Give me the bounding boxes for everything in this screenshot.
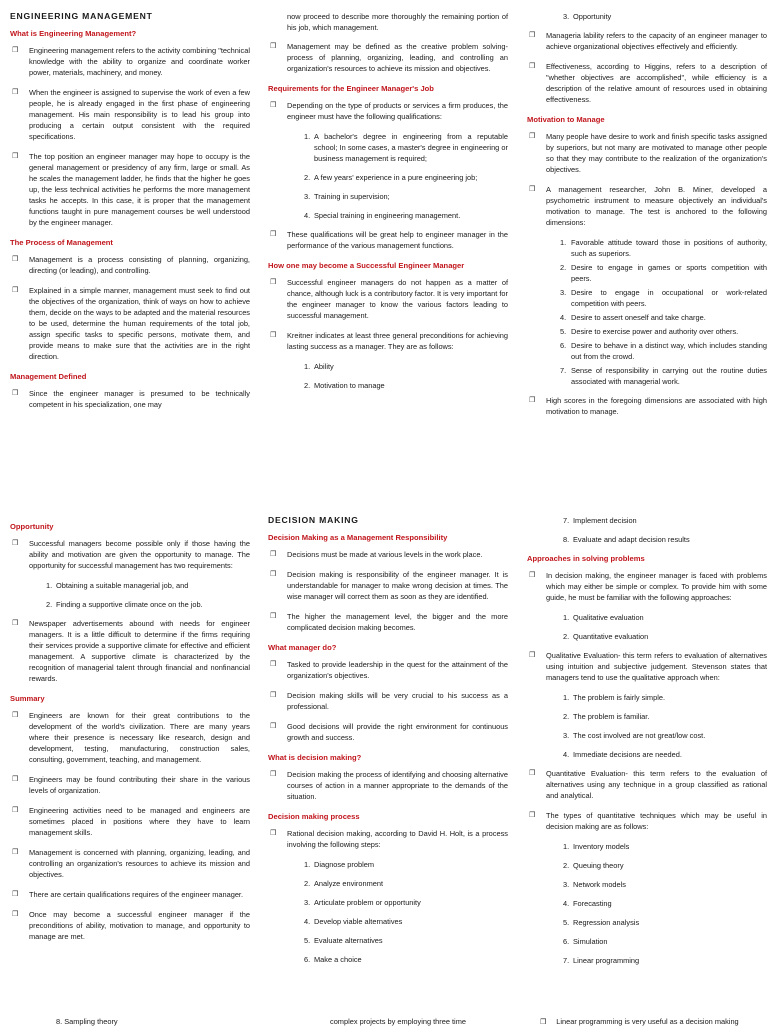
preconditions-list <box>268 361 508 391</box>
bullet-icon: ❒ <box>12 390 19 397</box>
section-heading: Decision making process <box>268 812 360 821</box>
bullet-icon: ❒ <box>270 661 277 668</box>
footer-line-right: ❒ Linear programming is very useful as a decision making <box>540 1017 739 1026</box>
top-column-3 <box>527 11 767 426</box>
list-item: 2. Finding a supportive climate once on the job. <box>46 600 203 609</box>
bullet-paragraph: ❒ Management is concerned with planning, organizing, leading, and controlling an organization's resources to achieve its mission and objectives. <box>12 848 250 879</box>
decision-steps-list-continued <box>527 515 767 545</box>
bullet-icon: ❒ <box>12 849 19 856</box>
paragraph: now proceed to describe more thoroughly the remaining portion of his job, which management. <box>287 12 508 32</box>
bullet-paragraph: ❒ Qualitative Evaluation- this term refers to evaluation of alternatives using intuition and subjective judgement. Stevenson states that managers tend to use the qualitative approach when: <box>529 651 767 682</box>
bullet-icon: ❒ <box>529 397 536 404</box>
section-title: DECISION MAKING <box>268 515 359 525</box>
list-item: 2. Quantitative evaluation <box>563 632 649 641</box>
bullet-paragraph: ❒ Rational decision making, according to David H. Holt, is a process involving the following steps: <box>270 829 508 849</box>
bullet-icon: ❒ <box>12 256 19 263</box>
list-item: 6. Desire to behave in a distinct way, which includes standing out from the crowd. <box>560 341 767 361</box>
bullet-icon: ❒ <box>12 776 19 783</box>
list-item: 7. Implement decision <box>563 516 637 525</box>
bullet-icon: ❒ <box>270 692 277 699</box>
list-item: 2. The problem is familiar. <box>563 712 650 721</box>
footer-line-left: 8. Sampling theory <box>56 1017 118 1026</box>
bullet-icon: ❒ <box>529 32 536 39</box>
bullet-icon: ❒ <box>12 807 19 814</box>
section-heading: What is Engineering Management? <box>10 29 137 38</box>
list-item: 2. Motivation to manage <box>304 381 385 390</box>
section-heading: Requirements for the Engineer Manager's Job <box>268 84 434 93</box>
bullet-paragraph: ❒ These qualifications will be great help to engineer manager in the performance of the various management functions. <box>270 230 508 250</box>
dimensions-list <box>527 237 767 387</box>
list-item: 2. Analyze environment <box>304 879 384 888</box>
list-item: 5. Desire to exercise power and authority over others. <box>560 327 739 336</box>
section-heading: Summary <box>10 694 45 703</box>
bullet-paragraph: ❒ Manageria lability refers to the capacity of an engineer manager to achieve organizational objectives effectively and efficiently. <box>529 31 767 51</box>
bullet-paragraph: ❒ Successful engineer managers do not happen as a matter of chance, although luck is a contributory factor. It is very important for the engineer manager to know the various factors leading to successful management. <box>270 278 509 320</box>
bullet-icon: ❒ <box>12 911 19 918</box>
bullet-paragraph: ❒ Tasked to provide leadership in the quest for the attainment of the organization's objectives. <box>270 660 508 680</box>
page-title: ENGINEERING MANAGEMENT <box>10 11 153 21</box>
bullet-icon: ❒ <box>270 43 277 50</box>
bullet-paragraph: ❒ The top position an engineer manager may hope to occupy is the general management or presidency of any firm, large or small. As he scales the management ladder, he finds that the higher he goes up, the less technical activities he performs the more management tasks he accepts. In this case, it is proper that the management functions taught in pure management courses be well understood by the engineer manager. <box>12 152 250 227</box>
bullet-paragraph: ❒ Depending on the type of products or services a firm produces, the engineer must have the following qualifications: <box>270 101 508 121</box>
list-item: 1. Qualitative evaluation <box>563 613 644 622</box>
qualitative-conditions-list <box>527 692 767 760</box>
list-item: 3. Training in supervision; <box>304 192 390 201</box>
section-heading: Decision Making as a Management Responsibility <box>268 533 448 542</box>
list-item: 1. Diagnose problem <box>304 860 374 869</box>
bullet-paragraph: ❒ Effectiveness, according to Higgins, refers to a description of "whether objectives are accomplished", while efficiency is a description of the relative amount of resources used in obtaining effectiveness. <box>529 62 767 104</box>
list-item: 5. Evaluate alternatives <box>304 936 383 945</box>
bullet-icon: ❒ <box>12 712 19 719</box>
bullet-paragraph: ❒ Management is a process consisting of planning, organizing, directing (or leading), and controlling. <box>12 255 250 275</box>
bullet-icon: ❒ <box>270 723 277 730</box>
bullet-paragraph: ❒ High scores in the foregoing dimensions are associated with high motivation to manage. <box>529 396 767 416</box>
bullet-paragraph: ❒ Explained in a simple manner, management must seek to find out the objectives of the organization, think of ways on how to achieve them, decide on the ways to be adapted and the material resources to be used, determine the human requirements of the total job, assign specific tasks to specific persons, motivate them, and provide means to make sure that the activities are in the right direction. <box>12 286 250 361</box>
bullet-paragraph: ❒ Many people have desire to work and finish specific tasks assigned by superiors, but not many are motivated to manage other people so that they may contribute to the realization of the organization's objectives. <box>529 132 767 174</box>
approaches-list <box>527 612 767 642</box>
list-item: 6. Simulation <box>563 937 608 946</box>
bullet-icon: ❒ <box>270 231 277 238</box>
bullet-paragraph: ❒ Kreitner indicates at least three general preconditions for achieving lasting success as a manager. They are as follows: <box>270 331 508 351</box>
bullet-paragraph: ❒ Decision making the process of identifying and choosing alternative courses of action in a manner appropriate to the demands of the situation. <box>270 770 508 801</box>
top-column-2 <box>268 11 508 399</box>
section-heading: Motivation to Manage <box>527 115 605 124</box>
bullet-paragraph: ❒ Newspaper advertisements abound with needs for engineer managers. It is a little difficult to determine if the firms requiring their services provide a supportive climate for effective and efficient management. A supportive climate is characterized by the recognition of managerial talent through financial and nonfinancial rewards. <box>12 619 250 683</box>
section-heading: Approaches in solving problems <box>527 554 645 563</box>
list-item: 2. Desire to engage in games or sports competition with peers. <box>560 263 767 283</box>
bullet-icon: ❒ <box>529 812 536 819</box>
bullet-paragraph: ❒ Decision making is responsibility of the engineer manager. It is understandable for manager to make wrong decision at times. The wise manager will correct them as soon as they are identified. <box>270 570 508 601</box>
bullet-icon: ❒ <box>12 287 19 294</box>
list-item: 2. Queuing theory <box>563 861 624 870</box>
bullet-icon: ❒ <box>12 891 19 898</box>
list-item: 5. Regression analysis <box>563 918 640 927</box>
bullet-paragraph: ❒ Engineering management refers to the activity combining "technical knowledge with the ability to organize and coordinate worker power, materials, machinery, and money. <box>12 46 250 77</box>
bullet-paragraph: ❒ Management may be defined as the creative problem solving-process of planning, organizing, leading, and controlling an organization's resources to achieve its mission and objectives. <box>270 42 508 73</box>
list-item: 3. The cost involved are not great/low cost. <box>563 731 706 740</box>
top-panel <box>0 0 768 500</box>
bullet-paragraph: ❒ Engineers may be found contributing their share in the various levels of organization. <box>12 775 250 795</box>
bullet-paragraph: ❒ Engineering activities need to be managed and engineers are sometimes placed in positions where they have to learn management skills. <box>12 806 250 837</box>
bottom-panel <box>0 508 768 1013</box>
bullet-icon: ❒ <box>270 830 277 837</box>
bullet-paragraph: ❒ Successful managers become possible only if those having the ability and motivation are given the opportunity to manage. The opportunity for successful management has two requirements: <box>12 539 250 570</box>
bullet-icon: ❒ <box>270 551 277 558</box>
list-item: 3. Network models <box>563 880 626 889</box>
list-item: 4. Special training in engineering management. <box>304 211 461 220</box>
bullet-icon: ❒ <box>270 332 277 339</box>
list-item: 4. Forecasting <box>563 899 612 908</box>
bullet-icon: ❒ <box>270 571 277 578</box>
bullet-paragraph: ❒ There are certain qualifications requires of the engineer manager. <box>12 890 244 899</box>
bullet-paragraph: ❒ Quantitative Evaluation- this term refers to the evaluation of alternatives using any technique in a group classified as rational and analytical. <box>529 769 767 800</box>
list-item: 3. Opportunity <box>563 12 612 21</box>
section-heading: Opportunity <box>10 522 54 531</box>
list-item: 1. Favorable attitude toward those in positions of authority, such as superiors. <box>560 238 767 258</box>
list-item: 1. Inventory models <box>563 842 630 851</box>
list-item: 1. A bachelor's degree in engineering from a reputable school; In some cases, a master's degree in engineering or business management is required; <box>304 132 508 163</box>
top-column-1 <box>10 11 250 419</box>
bottom-column-2 <box>268 515 508 973</box>
section-heading: The Process of Management <box>10 238 113 247</box>
bullet-icon: ❒ <box>529 572 536 579</box>
bullet-paragraph: ❒ Decisions must be made at various levels in the work place. <box>270 550 483 559</box>
bottom-column-3 <box>527 515 767 974</box>
list-item: 4. Immediate decisions are needed. <box>563 750 682 759</box>
bullet-paragraph: ❒ Engineers are known for their great contributions to the development of the world's civilization. There are many years where their presence is necessary like research, design and development, testing, manufacturing, construction sales, consulting, government, teaching, and management. <box>12 711 250 764</box>
list-item: 1. Ability <box>304 362 334 371</box>
list-item: 3. Desire to engage in occupational or work-related competition with peers. <box>560 288 767 308</box>
bullet-icon: ❒ <box>540 1019 547 1026</box>
bullet-paragraph: ❒ Decision making skills will be very crucial to his success as a professional. <box>270 691 508 711</box>
opportunity-list <box>10 580 250 610</box>
section-heading: Management Defined <box>10 372 87 381</box>
bullet-icon: ❒ <box>529 133 536 140</box>
section-heading: What is decision making? <box>268 753 362 762</box>
list-item: 8. Evaluate and adapt decision results <box>563 535 690 544</box>
bullet-icon: ❒ <box>12 153 19 160</box>
decision-steps-list <box>268 859 508 965</box>
preconditions-list-continued <box>527 11 767 22</box>
bullet-icon: ❒ <box>12 620 19 627</box>
list-item: 1. Obtaining a suitable managerial job, and <box>46 581 189 590</box>
list-item: 2. A few years' experience in a pure engineering job; <box>304 173 478 182</box>
list-item: 4. Desire to assert oneself and take charge. <box>560 313 706 322</box>
quantitative-techniques-list <box>527 841 767 966</box>
bullet-icon: ❒ <box>529 770 536 777</box>
bullet-icon: ❒ <box>12 89 19 96</box>
bottom-column-1 <box>10 516 250 951</box>
bullet-icon: ❒ <box>270 102 277 109</box>
bullet-icon: ❒ <box>270 279 277 286</box>
bullet-paragraph: ❒ A management researcher, John B. Miner, developed a psychometric instrument to measure objectively an individual's motivation to manage. The test is anchored to the following dimensions: <box>529 185 767 227</box>
section-heading: How one may become a Successful Engineer Manager <box>268 261 465 270</box>
list-item: 6. Make a choice <box>304 955 362 964</box>
bullet-paragraph: ❒ Good decisions will provide the right environment for continuous growth and success. <box>270 722 508 742</box>
bullet-paragraph: ❒ In decision making, the engineer manager is faced with problems which may either be simple or complex. To provide him with some guide, he must be familiar with the following approaches: <box>529 571 767 602</box>
qualifications-list <box>268 131 508 221</box>
bullet-icon: ❒ <box>529 186 536 193</box>
bullet-paragraph: ❒ The higher the management level, the bigger and the more complicated decision making becomes. <box>270 612 508 632</box>
bullet-paragraph: ❒ Since the engineer manager is presumed to be technically competent in his specialization, one may <box>12 389 250 409</box>
list-item: 7. Sense of responsibility in carrying out the routine duties associated with managerial work. <box>560 366 767 386</box>
bullet-icon: ❒ <box>529 63 536 70</box>
bullet-paragraph: ❒ When the engineer is assigned to supervise the work of even a few people, he is already engaged in the first phase of engineering management. His main responsibility is to lead his group into producing a certain output consistent with the required specifications. <box>12 88 250 141</box>
list-item: 4. Develop viable alternatives <box>304 917 403 926</box>
section-heading: What manager do? <box>268 643 337 652</box>
bullet-paragraph: ❒ Once may become a successful engineer manager if the preconditions of ability, motivation to manage, and opportunity to manage are met. <box>12 910 250 941</box>
bullet-icon: ❒ <box>270 771 277 778</box>
bullet-icon: ❒ <box>12 540 19 547</box>
list-item: 1. The problem is fairly simple. <box>563 693 666 702</box>
bullet-icon: ❒ <box>270 613 277 620</box>
footer-line-middle: complex projects by employing three time <box>330 1017 466 1026</box>
bullet-paragraph: ❒ The types of quantitative techniques which may be useful in decision making are as follows: <box>529 811 767 831</box>
bullet-icon: ❒ <box>529 652 536 659</box>
list-item: 3. Articulate problem or opportunity <box>304 898 421 907</box>
bullet-icon: ❒ <box>12 47 19 54</box>
list-item: 7. Linear programming <box>563 956 640 965</box>
